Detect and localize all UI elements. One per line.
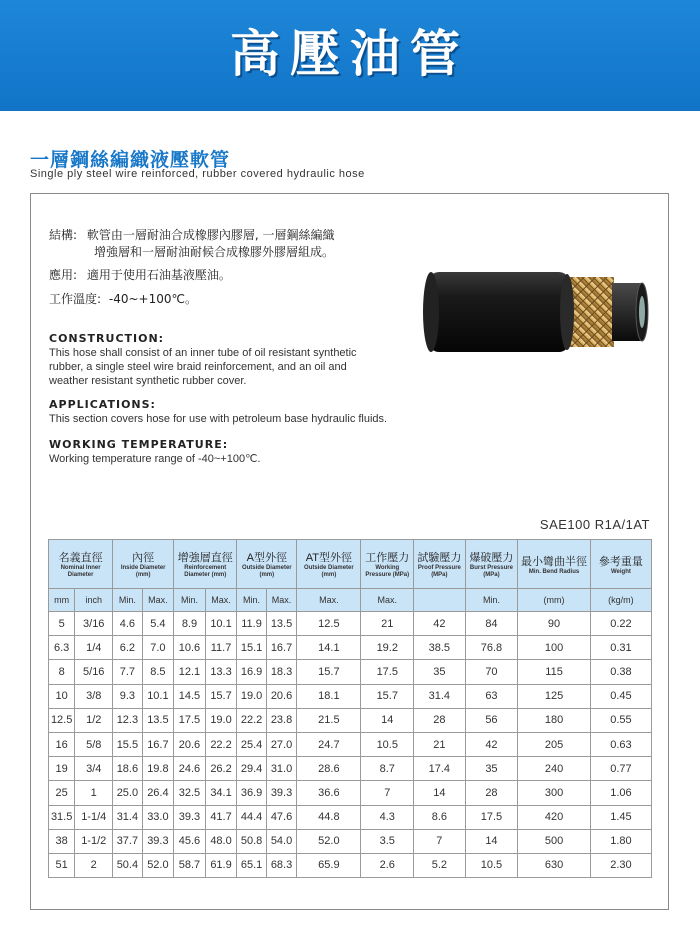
spec-table bbox=[48, 539, 652, 878]
table-cell: 7.7 bbox=[113, 660, 142, 684]
page-title: 高壓油管 bbox=[230, 24, 470, 83]
temperature-line bbox=[49, 290, 197, 307]
table-cell: 4.6 bbox=[113, 612, 142, 636]
table-cell: 8 bbox=[49, 660, 75, 684]
table-cell: 36.9 bbox=[237, 781, 266, 805]
subheader-cell: Max. bbox=[297, 589, 361, 612]
temperature-value: -40~+100℃。 bbox=[108, 292, 197, 306]
table-cell: 50.8 bbox=[237, 829, 266, 853]
col-nominal: 名義直徑 Nominal Inner Diameter bbox=[49, 540, 113, 589]
table-cell: 3/16 bbox=[75, 612, 113, 636]
table-cell: 42 bbox=[414, 612, 466, 636]
table-cell: 58.7 bbox=[174, 853, 206, 877]
subheader-cell: (mm) bbox=[518, 589, 591, 612]
subheader-cell: Max. bbox=[205, 589, 237, 612]
subheader-cell: Max. bbox=[361, 589, 414, 612]
table-cell: 17.5 bbox=[465, 805, 518, 829]
table-cell: 48.0 bbox=[205, 829, 237, 853]
construction-heading: CONSTRUCTION: bbox=[49, 332, 165, 345]
table-row bbox=[49, 684, 652, 708]
table-cell: 6.3 bbox=[49, 636, 75, 660]
table-cell: 2.30 bbox=[590, 853, 651, 877]
table-row bbox=[49, 829, 652, 853]
table-cell: 7.0 bbox=[142, 636, 174, 660]
subheader-cell: Min. bbox=[174, 589, 206, 612]
construction-body bbox=[49, 346, 399, 388]
table-cell: 26.4 bbox=[142, 781, 174, 805]
table-row bbox=[49, 781, 652, 805]
table-cell: 8.5 bbox=[142, 660, 174, 684]
table-cell: 54.0 bbox=[266, 829, 297, 853]
table-body bbox=[49, 612, 652, 878]
table-row bbox=[49, 708, 652, 732]
construction-line-3: weather resistant synthetic rubber cover. bbox=[49, 375, 247, 387]
table-cell: 65.9 bbox=[297, 853, 361, 877]
table-cell: 20.6 bbox=[266, 684, 297, 708]
table-cell: 10.1 bbox=[142, 684, 174, 708]
table-cell: 0.45 bbox=[590, 684, 651, 708]
table-cell: 38 bbox=[49, 829, 75, 853]
table-cell: 3.5 bbox=[361, 829, 414, 853]
col-bend-radius: 最小彎曲半徑 Min. Bend Radius bbox=[518, 540, 591, 589]
header-banner bbox=[0, 0, 700, 111]
table-row bbox=[49, 612, 652, 636]
table-cell: 420 bbox=[518, 805, 591, 829]
table-cell: 100 bbox=[518, 636, 591, 660]
table-cell: 28.6 bbox=[297, 757, 361, 781]
table-cell: 1.06 bbox=[590, 781, 651, 805]
temperature-heading: WORKING TEMPERATURE: bbox=[49, 438, 229, 451]
table-cell: 14 bbox=[465, 829, 518, 853]
table-cell: 52.0 bbox=[142, 853, 174, 877]
table-cell: 13.5 bbox=[266, 612, 297, 636]
col-a-outside: A型外徑 Outside Diameter (mm) bbox=[237, 540, 297, 589]
table-cell: 34.1 bbox=[205, 781, 237, 805]
table-cell: 38.5 bbox=[414, 636, 466, 660]
table-cell: 12.5 bbox=[297, 612, 361, 636]
table-cell: 12.3 bbox=[113, 708, 142, 732]
table-cell: 37.7 bbox=[113, 829, 142, 853]
table-cell: 15.7 bbox=[297, 660, 361, 684]
table-cell: 2 bbox=[75, 853, 113, 877]
table-cell: 70 bbox=[465, 660, 518, 684]
table-row bbox=[49, 732, 652, 756]
table-cell: 50.4 bbox=[113, 853, 142, 877]
table-cell: 31.5 bbox=[49, 805, 75, 829]
table-cell: 10.1 bbox=[205, 612, 237, 636]
col-weight: 參考重量 Weight bbox=[590, 540, 651, 589]
table-cell: 20.6 bbox=[174, 732, 206, 756]
table-cell: 1.80 bbox=[590, 829, 651, 853]
col-burst-pressure: 爆破壓力 Burst Pressure (MPa) bbox=[465, 540, 518, 589]
table-cell: 8.6 bbox=[414, 805, 466, 829]
table-cell: 6.2 bbox=[113, 636, 142, 660]
applications-body: This section covers hose for use with petroleum base hydraulic fluids. bbox=[49, 413, 388, 425]
table-cell: 90 bbox=[518, 612, 591, 636]
table-cell: 23.8 bbox=[266, 708, 297, 732]
structure-line-1 bbox=[49, 226, 335, 243]
table-cell: 19 bbox=[49, 757, 75, 781]
table-cell: 9.3 bbox=[113, 684, 142, 708]
table-cell: 10.5 bbox=[361, 732, 414, 756]
table-cell: 13.3 bbox=[205, 660, 237, 684]
hose-image bbox=[419, 267, 649, 357]
col-reinforcement: 增強層直徑 Reinforcement Diameter (mm) bbox=[174, 540, 237, 589]
col-working-pressure: 工作壓力 Working Pressure (MPa) bbox=[361, 540, 414, 589]
table-cell: 22.2 bbox=[205, 732, 237, 756]
table-cell: 13.5 bbox=[142, 708, 174, 732]
table-cell: 29.4 bbox=[237, 757, 266, 781]
table-cell: 61.9 bbox=[205, 853, 237, 877]
table-cell: 3/8 bbox=[75, 684, 113, 708]
table-cell: 24.7 bbox=[297, 732, 361, 756]
table-cell: 16.9 bbox=[237, 660, 266, 684]
table-cell: 25 bbox=[49, 781, 75, 805]
table-cell: 51 bbox=[49, 853, 75, 877]
table-cell: 240 bbox=[518, 757, 591, 781]
table-cell: 28 bbox=[465, 781, 518, 805]
table-cell: 16.7 bbox=[266, 636, 297, 660]
table-cell: 8.9 bbox=[174, 612, 206, 636]
table-cell: 115 bbox=[518, 660, 591, 684]
table-cell: 7 bbox=[414, 829, 466, 853]
table-cell: 19.8 bbox=[142, 757, 174, 781]
construction-line-2: rubber, a single steel wire braid reinforcement, and an oil and bbox=[49, 361, 347, 373]
table-cell: 19.2 bbox=[361, 636, 414, 660]
table-cell: 1.45 bbox=[590, 805, 651, 829]
table-cell: 26.2 bbox=[205, 757, 237, 781]
table-cell: 14.5 bbox=[174, 684, 206, 708]
table-cell: 35 bbox=[465, 757, 518, 781]
table-cell: 15.7 bbox=[361, 684, 414, 708]
subheader-cell bbox=[414, 589, 466, 612]
table-cell: 5/8 bbox=[75, 732, 113, 756]
standard-label: SAE100 R1A/1AT bbox=[539, 517, 650, 532]
structure-key: 結構: bbox=[49, 228, 78, 242]
table-cell: 84 bbox=[465, 612, 518, 636]
temperature-key: 工作溫度: bbox=[49, 292, 102, 306]
table-cell: 10 bbox=[49, 684, 75, 708]
table-cell: 10.5 bbox=[465, 853, 518, 877]
table-cell: 0.63 bbox=[590, 732, 651, 756]
table-cell: 19.0 bbox=[237, 684, 266, 708]
table-cell: 47.6 bbox=[266, 805, 297, 829]
table-cell: 28 bbox=[414, 708, 466, 732]
table-cell: 31.4 bbox=[414, 684, 466, 708]
table-cell: 11.9 bbox=[237, 612, 266, 636]
table-cell: 18.1 bbox=[297, 684, 361, 708]
table-cell: 33.0 bbox=[142, 805, 174, 829]
table-cell: 11.7 bbox=[205, 636, 237, 660]
table-cell: 10.6 bbox=[174, 636, 206, 660]
table-cell: 1/2 bbox=[75, 708, 113, 732]
subheader-cell: Min. bbox=[237, 589, 266, 612]
table-cell: 21.5 bbox=[297, 708, 361, 732]
product-title-cn: 一層鋼絲編織液壓軟管 bbox=[30, 149, 231, 171]
structure-value-1: 軟管由一層耐油合成橡膠內膠層, 一層鋼絲編織 bbox=[86, 228, 335, 242]
table-cell: 2.6 bbox=[361, 853, 414, 877]
subheader-cell: Max. bbox=[142, 589, 174, 612]
table-cell: 56 bbox=[465, 708, 518, 732]
table-cell: 42 bbox=[465, 732, 518, 756]
table-cell: 300 bbox=[518, 781, 591, 805]
table-cell: 39.3 bbox=[174, 805, 206, 829]
table-cell: 5.2 bbox=[414, 853, 466, 877]
table-cell: 125 bbox=[518, 684, 591, 708]
spec-panel bbox=[30, 193, 669, 910]
table-cell: 0.77 bbox=[590, 757, 651, 781]
structure-value-2: 增強層和一層耐油耐候合成橡膠外膠層組成。 bbox=[94, 245, 335, 259]
table-cell: 31.0 bbox=[266, 757, 297, 781]
table-row bbox=[49, 660, 652, 684]
table-cell: 205 bbox=[518, 732, 591, 756]
table-cell: 31.4 bbox=[113, 805, 142, 829]
col-proof-pressure: 試驗壓力 Proof Pressure (MPa) bbox=[414, 540, 466, 589]
table-cell: 1/4 bbox=[75, 636, 113, 660]
table-cell: 39.3 bbox=[142, 829, 174, 853]
application-value: 適用于使用石油基液壓油。 bbox=[86, 268, 231, 282]
table-cell: 65.1 bbox=[237, 853, 266, 877]
table-cell: 21 bbox=[414, 732, 466, 756]
table-cell: 0.22 bbox=[590, 612, 651, 636]
table-cell: 7 bbox=[361, 781, 414, 805]
temperature-body: Working temperature range of -40~+100℃. bbox=[49, 453, 261, 465]
table-cell: 17.4 bbox=[414, 757, 466, 781]
subheader-cell: Min. bbox=[113, 589, 142, 612]
subheader-cell: mm bbox=[49, 589, 75, 612]
table-cell: 14 bbox=[414, 781, 466, 805]
table-cell: 63 bbox=[465, 684, 518, 708]
table-cell: 25.0 bbox=[113, 781, 142, 805]
application-line bbox=[49, 266, 231, 283]
table-cell: 14.1 bbox=[297, 636, 361, 660]
table-cell: 3/4 bbox=[75, 757, 113, 781]
construction-line-1: This hose shall consist of an inner tube of oil resistant synthetic bbox=[49, 347, 357, 359]
application-key: 應用: bbox=[49, 268, 78, 282]
table-cell: 1-1/4 bbox=[75, 805, 113, 829]
table-cell: 17.5 bbox=[174, 708, 206, 732]
table-cell: 18.3 bbox=[266, 660, 297, 684]
table-cell: 22.2 bbox=[237, 708, 266, 732]
col-at-outside: AT型外徑 Outside Diameter (mm) bbox=[297, 540, 361, 589]
table-cell: 15.5 bbox=[113, 732, 142, 756]
table-cell: 180 bbox=[518, 708, 591, 732]
table-cell: 41.7 bbox=[205, 805, 237, 829]
subheader-cell: inch bbox=[75, 589, 113, 612]
table-row bbox=[49, 805, 652, 829]
product-title-en: Single ply steel wire reinforced, rubber covered hydraulic hose bbox=[30, 168, 365, 180]
table-cell: 21 bbox=[361, 612, 414, 636]
table-cell: 24.6 bbox=[174, 757, 206, 781]
table-cell: 500 bbox=[518, 829, 591, 853]
table-cell: 1 bbox=[75, 781, 113, 805]
table-cell: 39.3 bbox=[266, 781, 297, 805]
applications-heading: APPLICATIONS: bbox=[49, 398, 156, 411]
table-cell: 12.1 bbox=[174, 660, 206, 684]
table-cell: 44.4 bbox=[237, 805, 266, 829]
table-cell: 15.7 bbox=[205, 684, 237, 708]
subheader-cell: Min. bbox=[465, 589, 518, 612]
table-row bbox=[49, 636, 652, 660]
table-cell: 5 bbox=[49, 612, 75, 636]
subheader-cell: Max. bbox=[266, 589, 297, 612]
table-cell: 8.7 bbox=[361, 757, 414, 781]
table-cell: 0.31 bbox=[590, 636, 651, 660]
table-cell: 17.5 bbox=[361, 660, 414, 684]
table-cell: 0.55 bbox=[590, 708, 651, 732]
table-cell: 25.4 bbox=[237, 732, 266, 756]
table-cell: 35 bbox=[414, 660, 466, 684]
table-cell: 19.0 bbox=[205, 708, 237, 732]
subheader-cell: (kg/m) bbox=[590, 589, 651, 612]
table-cell: 18.6 bbox=[113, 757, 142, 781]
table-cell: 12.5 bbox=[49, 708, 75, 732]
table-header-row bbox=[49, 540, 652, 589]
table-cell: 0.38 bbox=[590, 660, 651, 684]
table-cell: 630 bbox=[518, 853, 591, 877]
table-cell: 36.6 bbox=[297, 781, 361, 805]
table-subheader-row bbox=[49, 589, 652, 612]
table-cell: 4.3 bbox=[361, 805, 414, 829]
col-inside-diameter: 內徑 Inside Diameter (mm) bbox=[113, 540, 174, 589]
table-row bbox=[49, 757, 652, 781]
table-cell: 32.5 bbox=[174, 781, 206, 805]
table-cell: 44.8 bbox=[297, 805, 361, 829]
table-cell: 14 bbox=[361, 708, 414, 732]
table-cell: 5/16 bbox=[75, 660, 113, 684]
table-cell: 15.1 bbox=[237, 636, 266, 660]
table-row bbox=[49, 853, 652, 877]
table-cell: 76.8 bbox=[465, 636, 518, 660]
table-cell: 16 bbox=[49, 732, 75, 756]
table-cell: 68.3 bbox=[266, 853, 297, 877]
table-cell: 45.6 bbox=[174, 829, 206, 853]
table-cell: 5.4 bbox=[142, 612, 174, 636]
table-cell: 1-1/2 bbox=[75, 829, 113, 853]
table-cell: 27.0 bbox=[266, 732, 297, 756]
table-cell: 16.7 bbox=[142, 732, 174, 756]
table-cell: 52.0 bbox=[297, 829, 361, 853]
